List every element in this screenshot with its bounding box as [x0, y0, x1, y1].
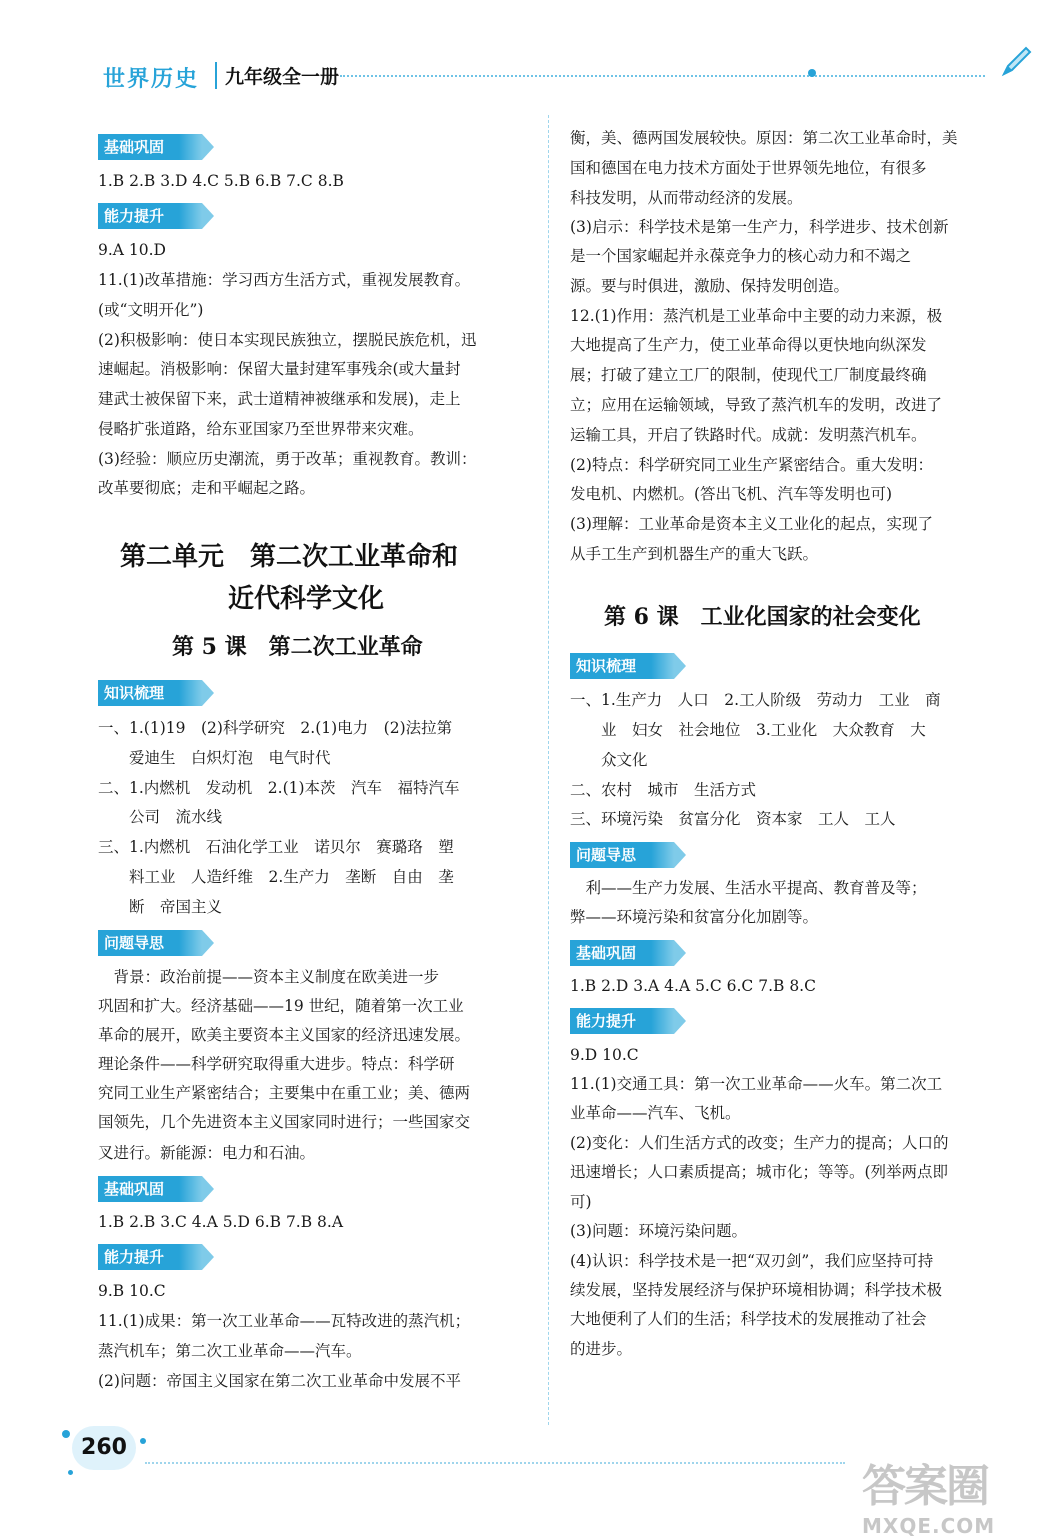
- question-line: 叉进行。新能源：电力和石油。: [98, 1144, 316, 1162]
- column-divider: [548, 115, 549, 1425]
- unit-title-line1: 第二单元 第二次工业革命和: [120, 542, 459, 572]
- question-line: 弊——环境污染和贫富分化加剧等。: [570, 908, 819, 926]
- knowledge-line: 一、1.生产力 人口 2.工人阶级 劳动力 工业 商: [570, 691, 941, 709]
- q11-line: 建武士被保留下来，武士道精神被继承和发展)，走上: [98, 390, 461, 408]
- question-line: 利——生产力发展、生活水平提高、教育普及等；: [570, 879, 927, 897]
- tag-ability-2: 能力提升: [98, 1244, 202, 1270]
- tag-ability-right: 能力提升: [570, 1008, 674, 1034]
- cont-line: 国和德国在电力技术方面处于世界领先地位，有很多: [570, 159, 927, 177]
- watermark-url: MXQE.COM: [862, 1514, 996, 1538]
- q11-line: (2)积极影响：使日本实现民族独立，摆脱民族危机，迅: [98, 331, 477, 349]
- q11-right-line: 业革命——汽车、飞机。: [570, 1104, 741, 1122]
- q11-line: 改革要彻底；走和平崛起之路。: [98, 479, 316, 497]
- tag-basic-right: 基础巩固: [570, 940, 674, 966]
- q11-line: (或“文明开化”): [98, 301, 204, 319]
- q11-line: (3)经验：顺应历史潮流，勇于改革；重视教育。教训：: [98, 450, 477, 468]
- q11-right-line: 续发展，坚持发展经济与保护环境相协调；科学技术极: [570, 1281, 943, 1299]
- question-line: 背景：政治前提——资本主义制度在欧美进一步: [98, 968, 440, 986]
- tag-knowledge-right: 知识梳理: [570, 653, 674, 679]
- knowledge-line: 料工业 人造纤维 2.生产力 垄断 自由 垄: [98, 868, 454, 886]
- cont-line: 是一个国家崛起并永葆竞争力的核心动力和不竭之: [570, 247, 912, 265]
- lesson6-title: 第 6 课 工业化国家的社会变化: [604, 604, 921, 630]
- q11-right-line: 迅速增长；人口素质提高；城市化；等等。(列举两点即: [570, 1163, 949, 1181]
- q11-right-line: (2)变化：人们生活方式的改变；生产力的提高；人口的: [570, 1134, 949, 1152]
- knowledge-line: 公司 流水线: [98, 808, 223, 826]
- basic2-answers: 1.B 2.B 3.C 4.A 5.D 6.B 7.B 8.A: [98, 1213, 344, 1231]
- footer-dot: [68, 1470, 73, 1475]
- cont-line: (3)理解：工业革命是资本主义工业化的起点，实现了: [570, 515, 933, 533]
- cont-line: 大地提高了生产力，使工业革命得以更快地向纵深发: [570, 336, 927, 354]
- unit-title-line2: 近代科学文化: [228, 584, 385, 614]
- basic-answers-right: 1.B 2.D 3.A 4.A 5.C 6.C 7.B 8.C: [570, 977, 816, 995]
- cont-line: 运输工具，开启了铁路时代。成就：发明蒸汽机车。: [570, 426, 927, 444]
- cont-line: 展；打破了建立工厂的限制，使现代工厂制度最终确: [570, 366, 927, 384]
- footer-dot: [140, 1438, 146, 1444]
- footer-dot: [62, 1430, 70, 1438]
- question-line: 巩固和扩大。经济基础——19 世纪，随着第一次工业: [98, 997, 464, 1015]
- tag-basic-2: 基础巩固: [98, 1176, 202, 1202]
- cont-line: 从手工生产到机器生产的重大飞跃。: [570, 545, 819, 563]
- tag-knowledge-left: 知识梳理: [98, 680, 202, 706]
- q11-right-line: 大地便利了人们的生活；科学技术的发展推动了社会: [570, 1310, 927, 1328]
- header-divider: [340, 75, 985, 77]
- cont-line: 12.(1)作用：蒸汽机是工业革命中主要的动力来源，极: [570, 307, 943, 325]
- ability1-choice: 9.A 10.D: [98, 241, 166, 259]
- tag-basic-1: 基础巩固: [98, 134, 202, 160]
- page-header: [0, 0, 1043, 110]
- cont-line: 立；应用在运输领域，导致了蒸汽机车的发明，改进了: [570, 396, 943, 414]
- cont-line: (2)特点：科学研究同工业生产紧密结合。重大发明：: [570, 456, 933, 474]
- cont-line: 衡，美、德两国发展较快。原因：第二次工业革命时，美: [570, 129, 958, 147]
- knowledge-line: 三、1.内燃机 石油化学工业 诺贝尔 赛璐珞 塑: [98, 838, 454, 856]
- q11b-line: 11.(1)成果：第一次工业革命——瓦特改进的蒸汽机；: [98, 1312, 471, 1330]
- cont-line: 源。要与时俱进，激励、保持发明创造。: [570, 277, 850, 295]
- knowledge-line: 断 帝国主义: [98, 898, 223, 916]
- q11b-line: 蒸汽机车；第二次工业革命——汽车。: [98, 1342, 362, 1360]
- page-number: 260: [72, 1426, 136, 1470]
- q11-right-line: 可): [570, 1193, 592, 1211]
- q11-line: 速崛起。消极影响：保留大量封建军事残余(或大量封: [98, 360, 461, 378]
- q11-right-line: 的进步。: [570, 1340, 633, 1358]
- q11-right-line: (4)认识：科学技术是一把“双刃剑”，我们应坚持可持: [570, 1252, 934, 1270]
- knowledge-line: 二、农村 城市 生活方式: [570, 781, 757, 799]
- knowledge-line: 众文化: [570, 751, 648, 769]
- watermark-text: 答案圈: [862, 1461, 988, 1512]
- basic1-answers: 1.B 2.B 3.D 4.C 5.B 6.B 7.C 8.B: [98, 172, 344, 190]
- knowledge-line: 业 妇女 社会地位 3.工业化 大众教育 大: [570, 721, 926, 739]
- knowledge-line: 三、环境污染 贫富分化 资本家 工人 工人: [570, 810, 896, 828]
- subject-title: 世界历史: [103, 67, 200, 92]
- question-line: 理论条件——科学研究取得重大进步。特点：科学研: [98, 1055, 455, 1073]
- q11-line: 侵略扩张道路，给东亚国家乃至世界带来灾难。: [98, 420, 424, 438]
- watermark-logo: [862, 1450, 1032, 1538]
- lesson5-title: 第 5 课 第二次工业革命: [172, 634, 423, 660]
- ability2-choice: 9.B 10.C: [98, 1282, 166, 1300]
- tag-question-left: 问题导思: [98, 930, 202, 956]
- question-line: 国领先，几个先进资本主义国家同时进行；一些国家交: [98, 1113, 471, 1131]
- q11-line: 11.(1)改革措施：学习西方生活方式，重视发展教育。: [98, 271, 471, 289]
- q11-right-line: 11.(1)交通工具：第一次工业革命——火车。第二次工: [570, 1075, 943, 1093]
- knowledge-line: 爱迪生 白炽灯泡 电气时代: [98, 749, 331, 767]
- footer-divider: [145, 1462, 845, 1464]
- knowledge-line: 二、1.内燃机 发动机 2.(1)本茨 汽车 福特汽车: [98, 779, 460, 797]
- knowledge-line: 一、1.(1)19 (2)科学研究 2.(1)电力 (2)法拉第: [98, 719, 453, 737]
- cont-line: 发电机、内燃机。(答出飞机、汽车等发明也可): [570, 485, 893, 503]
- cont-line: (3)启示：科学技术是第一生产力，科学进步、技术创新: [570, 218, 949, 236]
- cont-line: 科技发明，从而带动经济的发展。: [570, 189, 803, 207]
- tag-ability-1: 能力提升: [98, 203, 202, 229]
- pen-icon: [998, 44, 1034, 80]
- q11b-line: (2)问题：帝国主义国家在第二次工业革命中发展不平: [98, 1372, 461, 1390]
- tag-question-right: 问题导思: [570, 842, 674, 868]
- question-line: 究同工业生产紧密结合；主要集中在重工业；美、德两: [98, 1084, 471, 1102]
- q11-right-line: (3)问题：环境污染问题。: [570, 1222, 747, 1240]
- header-dot: [808, 69, 816, 77]
- grade-label: 九年级全一册: [215, 62, 339, 89]
- ability-choice-right: 9.D 10.C: [570, 1046, 639, 1064]
- question-line: 革命的展开，欧美主要资本主义国家的经济迅速发展。: [98, 1026, 471, 1044]
